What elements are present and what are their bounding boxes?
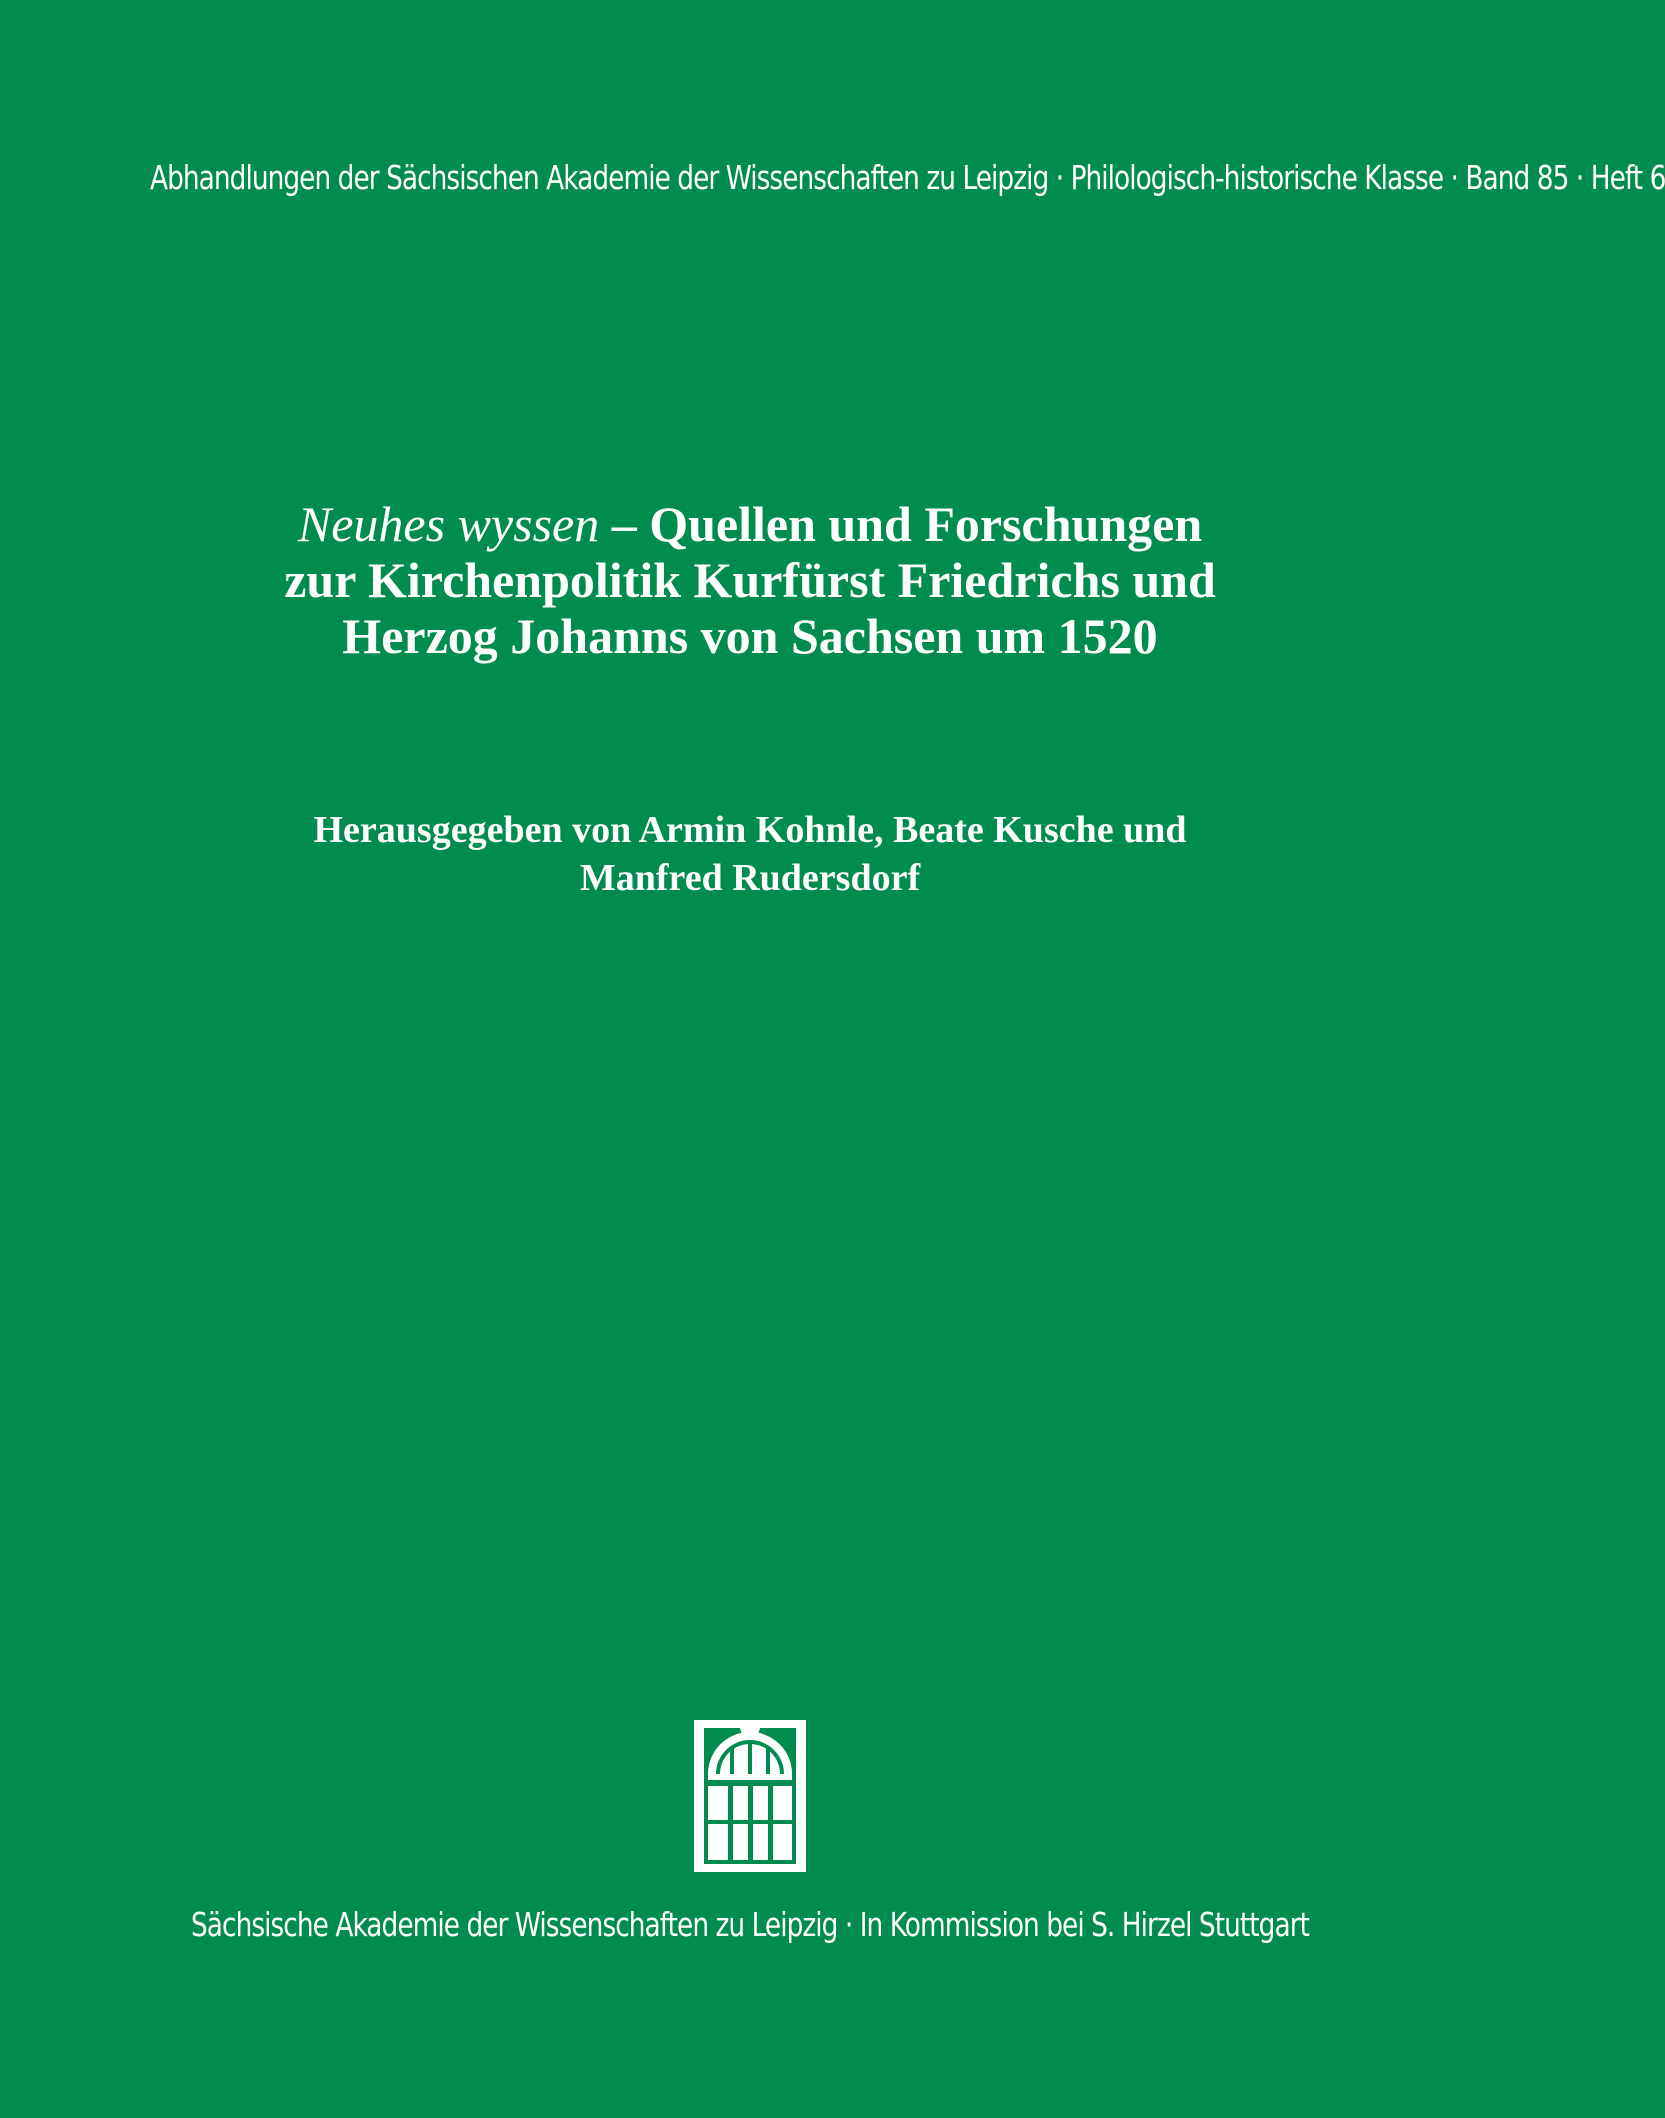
publisher-line: Sächsische Akademie der Wissenschaften zu Leipzig · In Kommission bei S. Hirzel Stuttgart bbox=[191, 1905, 1309, 1944]
title-line-1-rest: – Quellen und Forschungen bbox=[599, 496, 1203, 552]
title-line-1 bbox=[150, 496, 1350, 552]
title-italic: Neuhes wyssen bbox=[297, 496, 600, 552]
editors bbox=[150, 806, 1350, 902]
editors-line-1: Herausgegeben von Armin Kohnle, Beate Kusche und bbox=[313, 809, 1187, 851]
book-title bbox=[150, 496, 1350, 664]
editors-line-2: Manfred Rudersdorf bbox=[579, 857, 921, 899]
title-line-2: zur Kirchenpolitik Kurfürst Friedrichs und bbox=[284, 552, 1216, 608]
series-line: Abhandlungen der Sächsischen Akademie der Wissenschaften zu Leipzig · Philologisch-historische Klasse · Band 85 · Heft 6 bbox=[150, 158, 1665, 197]
title-line-3: Herzog Johanns von Sachsen um 1520 bbox=[342, 608, 1158, 664]
academy-building-logo-icon bbox=[694, 1720, 806, 1872]
